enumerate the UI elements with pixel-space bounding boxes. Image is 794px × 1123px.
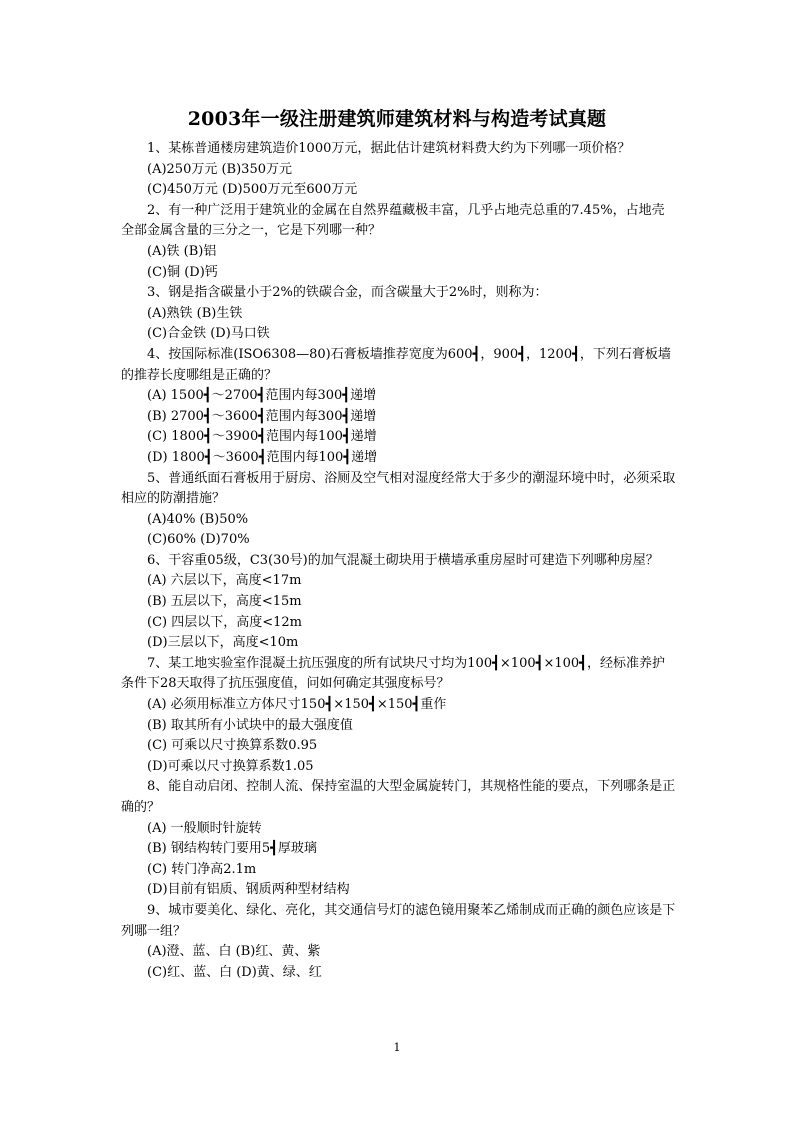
question-5: [121, 469, 677, 551]
option-line: (C)铜 (D)钙: [147, 264, 218, 280]
question-text: 1、某栋普通楼房建筑造价1000万元，据此估计建筑材料费大约为下列哪一项价格？: [147, 141, 631, 156]
option-line: (C) 四层以下，高度<12m: [147, 614, 302, 630]
question-list: [121, 139, 677, 983]
option-line: (D)三层以下，高度<10m: [147, 635, 299, 651]
question-text: 9、城市要美化、绿化、亮化，其交通信号灯的滤色镜用聚苯乙烯制成而正确的颜色应该是下列哪一组？: [121, 902, 676, 939]
option-line: (A) 一般顺时针旋转: [147, 820, 262, 836]
question-8: [121, 777, 677, 901]
question-6: [121, 551, 677, 654]
option-line: (A)40% (B)50%: [147, 511, 249, 527]
option-line: (C)450万元 (D)500万元至600万元: [147, 182, 358, 198]
option-line: (B) 2700┫～3600┫范围内每300┫递增: [147, 408, 377, 424]
option-line: (B) 钢结构转门要用5┫厚玻璃: [147, 841, 317, 857]
question-text: 8、能自动启闭、控制人流、保持室温的大型金属旋转门，其规格性能的要点，下列哪条是正确的？: [121, 779, 676, 815]
option-line: (D) 1800┫～3600┫范围内每100┫递增: [147, 449, 378, 465]
document-title: 2003年一级注册建筑师建筑材料与构造考试真题: [187, 108, 607, 130]
question-text: 4、按国际标准(ISO6308—80)石膏板墙推荐宽度为600┫，900┫，1200┫，下列石膏板墙的推荐长度哪组是正确的？: [121, 346, 671, 383]
question-1: [121, 139, 677, 201]
option-line: (B) 取其所有小试块中的最大强度值: [147, 717, 353, 733]
option-line: (C) 1800┫～3900┫范围内每100┫递增: [147, 429, 377, 445]
option-line: (A)铁 (B)铝: [147, 243, 217, 259]
option-line: (C)合金铁 (D)马口铁: [147, 326, 270, 342]
option-line: (C) 转门净高2.1m: [147, 861, 257, 877]
question-text: 5、普通纸面石膏板用于厨房、浴厕及空气相对湿度经常大于多少的潮湿环境中时，必须采取相应的防潮措施？: [121, 470, 676, 507]
question-text: 6、干容重05级，C3(30号)的加气混凝土砌块用于横墙承重房屋时可建造下列哪种房屋？: [147, 552, 659, 568]
question-text: 2、有一种广泛用于建筑业的金属在自然界蕴藏极丰富，几乎占地壳总重的7.45%，占地壳全部金属含量的三分之一，它是下列哪一种？: [121, 202, 665, 239]
option-line: (C)红、蓝、白 (D)黄、绿、红: [147, 964, 322, 980]
question-3: [121, 283, 677, 345]
option-line: (A) 1500┫～2700┫范围内每300┫递增: [147, 388, 377, 404]
option-line: (C)60% (D)70%: [147, 532, 250, 548]
option-line: (A) 六层以下，高度<17m: [147, 573, 302, 589]
option-line: (A)250万元 (B)350万元: [147, 161, 292, 177]
question-9: [121, 901, 677, 983]
page-number: 1: [393, 1041, 401, 1054]
option-line: (D)目前有铝质、钢质两种型材结构: [147, 882, 350, 898]
question-2: [121, 201, 677, 283]
option-line: (A)澄、蓝、白 (B)红、黄、紫: [147, 944, 321, 960]
option-line: (A) 必须用标准立方体尺寸150┫×150┫×150┫重作: [147, 697, 447, 713]
question-7: [121, 654, 677, 778]
option-line: (D)可乘以尺寸换算系数1.05: [147, 758, 314, 774]
option-line: (B) 五层以下，高度<15m: [147, 594, 302, 610]
option-line: (C) 可乘以尺寸换算系数0.95: [147, 738, 318, 754]
question-text: 3、钢是指含碳量小于2%的铁碳合金，而含碳量大于2%时，则称为：: [147, 285, 548, 301]
question-4: [121, 345, 677, 469]
option-line: (A)熟铁 (B)生铁: [147, 305, 243, 321]
question-text: 7、某工地实验室作混凝土抗压强度的所有试块尺寸均为100┫×100┫×100┫，经标准养护条件下28天取得了抗压强度值，问如何确定其强度标号？: [121, 655, 665, 692]
